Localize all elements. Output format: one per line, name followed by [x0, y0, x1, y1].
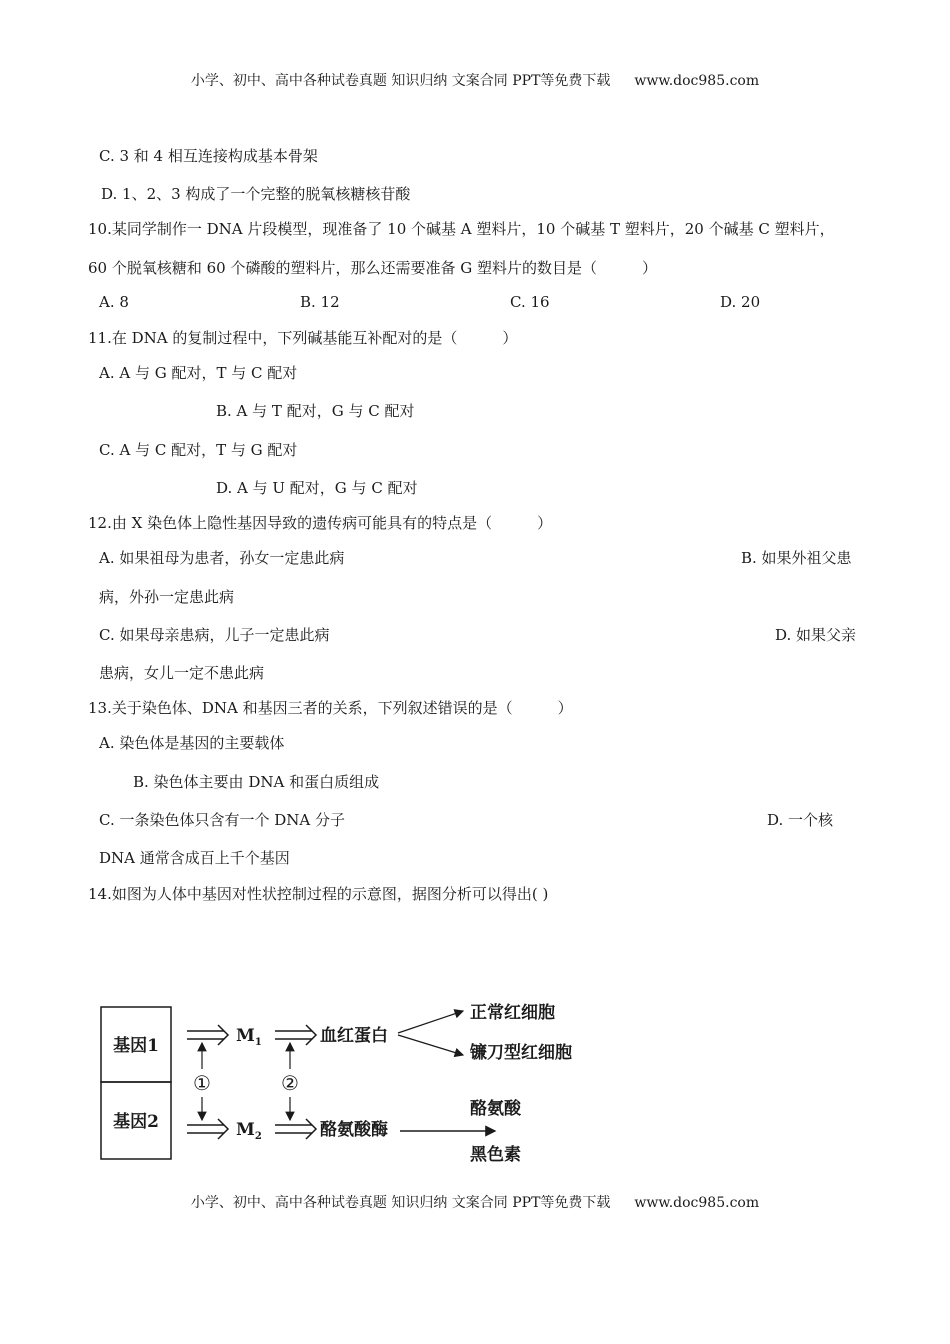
q12-option-d-start: D. 如果父亲	[775, 626, 857, 644]
q11-option-b: B. A 与 T 配对，G 与 C 配对	[216, 402, 415, 420]
double-arrow-icon	[187, 1119, 228, 1139]
q13-option-d-start: D. 一个核	[767, 811, 834, 829]
m2-label: $M_2$	[236, 1120, 262, 1142]
q11-option-d: D. A 与 U 配对，G 与 C 配对	[216, 479, 418, 497]
q9-option-d: D. 1、2、3 构成了一个完整的脱氧核糖核苷酸	[101, 185, 411, 203]
double-arrow-icon	[275, 1119, 316, 1139]
double-arrow-icon	[275, 1025, 316, 1045]
q13-option-c: C. 一条染色体只含有一个 DNA 分子	[99, 811, 345, 829]
branch-arrow-sickle	[398, 1035, 463, 1055]
page-header	[0, 70, 950, 90]
q10-option-c: C. 16	[510, 293, 550, 311]
q10-stem-line1: 10.某同学制作一 DNA 片段模型，现准备了 10 个碱基 A 塑料片，10 个碱基 T 塑料片，20 个碱基 C 塑料片，	[88, 220, 835, 238]
q12-option-b-start: B. 如果外祖父患	[741, 549, 852, 567]
branch-arrow-normal	[398, 1011, 463, 1033]
step1-label: ①	[193, 1071, 211, 1095]
q10-stem-line2: 60 个脱氧核糖和 60 个磷酸的塑料片，那么还需要准备 G 塑料片的数目是（ ）	[88, 259, 658, 277]
q10-option-a: A. 8	[99, 293, 129, 311]
gene1-label: 基因1	[113, 1036, 159, 1056]
q12-option-c: C. 如果母亲患病，儿子一定患此病	[99, 626, 330, 644]
melanin-label: 黑色素	[470, 1145, 521, 1165]
hemoglobin-label: 血红蛋白	[320, 1026, 388, 1046]
q12-option-d-end: 患病，女儿一定不患此病	[99, 664, 265, 682]
sickle-rbc-label: 镰刀型红细胞	[470, 1043, 572, 1063]
q10-option-d: D. 20	[720, 293, 761, 311]
q11-option-c: C. A 与 C 配对，T 与 G 配对	[99, 441, 298, 459]
double-arrow-icon	[187, 1025, 228, 1045]
q13-option-d-end: DNA 通常含成百上千个基因	[99, 849, 290, 867]
tyrosinase-label: 酪氨酸酶	[320, 1120, 388, 1140]
page-footer	[0, 1192, 950, 1212]
q12-option-a: A. 如果祖母为患者，孙女一定患此病	[99, 549, 345, 567]
tyrosine-label: 酪氨酸	[470, 1099, 521, 1119]
q9-option-c: C. 3 和 4 相互连接构成基本骨架	[99, 147, 318, 165]
q11-stem: 11.在 DNA 的复制过程中，下列碱基能互补配对的是（ ）	[88, 329, 518, 347]
q12-option-b-end: 病，外孙一定患此病	[99, 588, 235, 606]
gene-control-diagram	[95, 995, 595, 1170]
footer-site: www.doc985.com	[634, 1195, 760, 1211]
q13-stem: 13.关于染色体、DNA 和基因三者的关系，下列叙述错误的是（ ）	[88, 699, 573, 717]
footer-text: 小学、初中、高中各种试卷真题 知识归纳 文案合同 PPT等免费下载	[190, 1195, 611, 1211]
m1-label: $M_1$	[236, 1026, 262, 1048]
gene2-label: 基因2	[113, 1112, 159, 1132]
q12-stem: 12.由 X 染色体上隐性基因导致的遗传病可能具有的特点是（ ）	[88, 514, 553, 532]
normal-rbc-label: 正常红细胞	[470, 1003, 555, 1023]
q13-option-b: B. 染色体主要由 DNA 和蛋白质组成	[133, 773, 380, 791]
q10-option-b: B. 12	[300, 293, 340, 311]
q13-option-a: A. 染色体是基因的主要载体	[99, 734, 285, 752]
q14-stem: 14.如图为人体中基因对性状控制过程的示意图，据图分析可以得出( )	[88, 885, 549, 903]
q11-option-a: A. A 与 G 配对，T 与 C 配对	[99, 364, 298, 382]
step2-label: ②	[281, 1071, 299, 1095]
header-text: 小学、初中、高中各种试卷真题 知识归纳 文案合同 PPT等免费下载	[190, 73, 611, 89]
header-site: www.doc985.com	[634, 73, 760, 89]
